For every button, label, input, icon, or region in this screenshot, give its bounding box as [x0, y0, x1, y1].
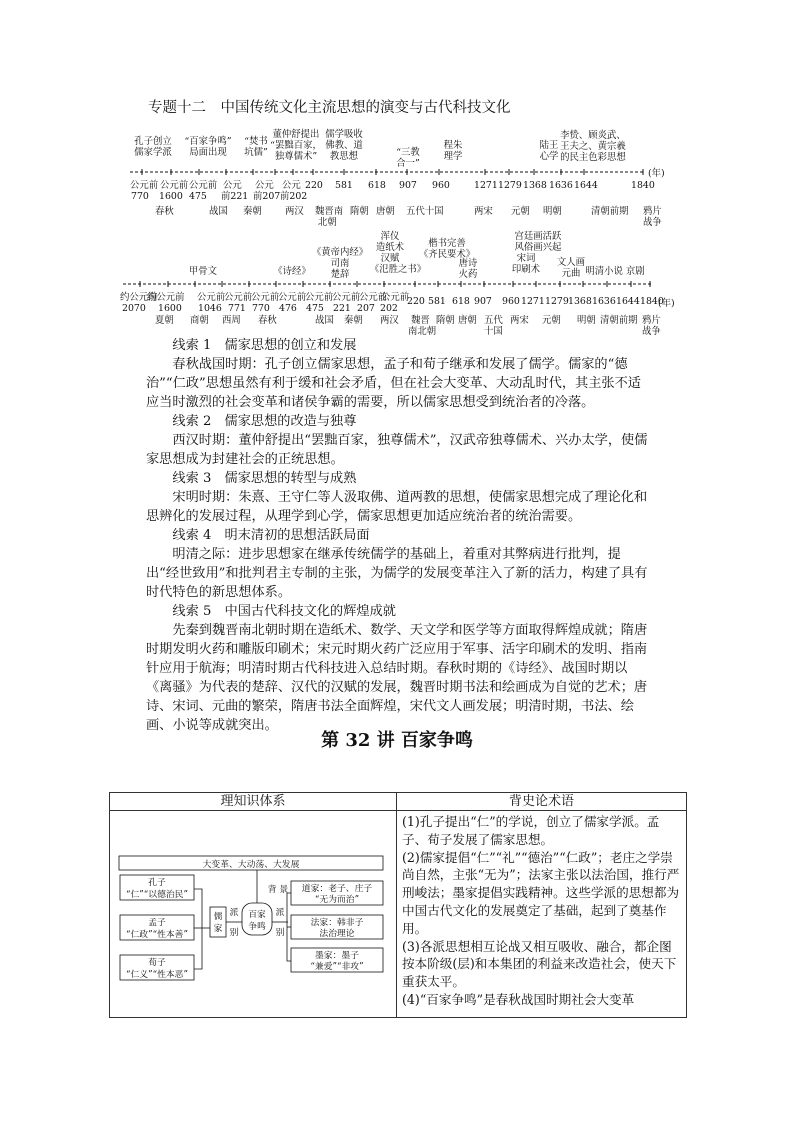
year-label: 907: [474, 296, 492, 307]
event-label: 局面出现: [189, 147, 227, 158]
diagram-mojia: 墨家：墨子: [315, 951, 359, 961]
year-label: 207: [357, 303, 375, 314]
year-label: 1279: [545, 296, 569, 307]
knowledge-table: [109, 792, 687, 1018]
dynasty-label: 两汉: [285, 206, 304, 217]
diagram-fajia: 法家：韩非子: [310, 918, 364, 928]
thread-heading: 线索 2 儒家思想的改造与独尊: [172, 414, 357, 429]
event-label: 汉赋: [380, 253, 400, 264]
event-label: 儒学吸收: [325, 129, 363, 140]
left-header: 理知识体系: [110, 793, 397, 811]
thread-heading: 线索 5 中国古代科技文化的辉煌成就: [172, 604, 396, 619]
diagram-background: 背 景: [267, 885, 289, 895]
dynasty-label: 两宋: [510, 315, 529, 326]
right-header: 背史论术语: [397, 793, 687, 811]
dynasty-label: 唐朝: [458, 315, 477, 326]
year-label: 960: [502, 296, 520, 307]
year-unit: (年): [658, 298, 675, 309]
event-label: “百家争鸣”: [184, 136, 232, 147]
dynasty-label: 隋朝: [350, 206, 369, 217]
event-label: 楚辞: [330, 269, 350, 280]
year-label: 公元: [255, 180, 274, 191]
diagram-xunzi: 荀子: [148, 958, 166, 968]
dynasty-label: 商朝: [190, 315, 209, 326]
diagram-xunzi: “仁义”“性本恶”: [126, 970, 188, 980]
year-label: 前221: [221, 191, 249, 202]
dynasty-label: 两汉: [380, 315, 399, 326]
year-label: 公元: [282, 180, 301, 191]
year-label: 581: [335, 180, 353, 191]
year-label: 公元前: [305, 292, 334, 303]
year-label: 公元前: [160, 180, 189, 191]
event-label: 造纸术: [375, 242, 405, 253]
terminology-point: (2)儒家提倡“仁”“礼”“德治”“仁政”；老庄之学崇尚自然，主张“无为”；法家主张以法治国，推行严刑峻法；墨家提倡实践精神。这些学派的思想都为中国古代文化的发展奠定了基础，起到了奠基作用。: [402, 849, 680, 936]
event-label: 元曲: [561, 268, 581, 279]
year-label: 1368: [568, 296, 592, 307]
year-label: 公元前: [224, 292, 253, 303]
year-label: 960: [432, 180, 450, 191]
year-label: 221: [333, 303, 351, 314]
dynasty-label: 两宋: [474, 206, 493, 217]
diagram-top: 大变革、大动荡、大发展: [202, 860, 300, 870]
event-label: 《黄帝内经》: [311, 247, 369, 258]
diagram-rujia: 家: [213, 924, 223, 934]
year-label: 475: [189, 191, 207, 202]
year-label: 618: [368, 180, 386, 191]
thread-list: [146, 336, 650, 735]
dynasty-label: 西周: [222, 315, 241, 326]
diagram-kongzi: “仁”“以德治民”: [126, 890, 188, 900]
knowledge-diagram-cell: [110, 811, 397, 1018]
year-label: 1279: [498, 180, 522, 191]
terminology-cell: [397, 811, 687, 1018]
diagram-rujia: 儒: [213, 912, 223, 922]
event-label: 甲骨文: [188, 266, 218, 277]
dynasty-label: 南北朝: [408, 326, 437, 337]
year-label: 公元前: [251, 292, 280, 303]
event-label: 孔子创立: [134, 136, 172, 147]
year-label: 1636: [549, 180, 573, 191]
diagram-mengzi: 孟子: [148, 918, 166, 928]
event-label: 印刷术: [511, 264, 541, 275]
year-label: 1271: [474, 180, 498, 191]
event-label: 《诗经》: [273, 266, 311, 277]
diagram-kongzi: 孔子: [148, 878, 166, 888]
year-label: 公元前: [332, 292, 361, 303]
event-label: 心学: [539, 151, 559, 162]
year-label: 约公元前: [147, 292, 185, 303]
dynasty-label: 明朝: [577, 315, 596, 326]
year-label: 1368: [523, 180, 547, 191]
event-label: 《齐民要术》: [418, 249, 476, 260]
dynasty-label: 春秋: [155, 206, 174, 217]
year-unit: (年): [648, 168, 665, 179]
thread-text: 先秦到魏晋南北朝时期在造纸术、数学、天文学和医学等方面取得辉煌成就；隋唐时期发明火药和雕版印刷术；宋元时期火药广泛应用于军事、活字印刷术的发明、指南针应用于航海；明清时期古代科技进入总结时期。春秋时期的《诗经》、战国时期以《离骚》为代表的楚辞、汉代的汉赋的发展，魏晋时期书法和绘画成为自觉的艺术；唐诗、宋词、元曲的繁荣，隋唐书法全面辉煌，宋代文人画发展；明清时期，书法、绘画、小说等成就突出。: [146, 623, 648, 733]
year-label: 前207: [253, 191, 281, 202]
thread-heading: 线索 1 儒家思想的创立和发展: [172, 338, 357, 353]
topic-title: 专题十二 中国传统文化主流思想的演变与古代科技文化: [148, 100, 511, 116]
year-label: 476: [279, 303, 297, 314]
thread-text: 西汉时期：董仲舒提出“罢黜百家，独尊儒术”，汉武帝独尊儒术、兴办太学，使儒家思想成为封建社会的正统思想。: [146, 433, 648, 467]
event-label: 明清小说 京剧: [585, 266, 645, 277]
year-label: 1271: [521, 296, 545, 307]
year-label: 1840: [631, 180, 655, 191]
dynasty-label: 明朝: [543, 206, 562, 217]
year-label: 前202: [280, 191, 308, 202]
year-label: 618: [452, 296, 470, 307]
thread-heading: 线索 3 儒家思想的转型与成熟: [172, 471, 357, 486]
event-label: 宋词: [516, 253, 536, 264]
dynasty-label: 元朝: [511, 206, 530, 217]
year-label: 770: [252, 303, 270, 314]
year-label: 581: [428, 296, 446, 307]
dynasty-label: 夏朝: [155, 315, 174, 326]
year-label: 1600: [159, 191, 183, 202]
dynasty-label: 隋朝: [436, 315, 455, 326]
dynasty-label: 鸦片: [643, 206, 662, 217]
dynasty-label: 清朝前期: [591, 206, 629, 217]
year-label: 1600: [158, 303, 182, 314]
diagram-daojia: “无为而治”: [314, 895, 360, 905]
event-label: 合一”: [396, 158, 420, 169]
dynasty-label: 秦朝: [344, 315, 363, 326]
event-label: “三教: [396, 147, 420, 158]
thread-heading: 线索 4 明末清初的思想活跃局面: [172, 528, 370, 543]
knowledge-diagram: [110, 811, 397, 1013]
event-label: 风俗画兴起: [514, 242, 562, 253]
diagram-daojia: 道家：老子、庄子: [301, 884, 373, 894]
year-label: 220: [407, 296, 425, 307]
diagram-branch-left: 别: [229, 928, 239, 938]
year-label: 公元前: [278, 292, 307, 303]
dynasty-label: 元朝: [542, 315, 561, 326]
terminology-point: (4)“百家争鸣”是春秋战国时期社会大变革: [402, 991, 635, 1007]
dynasty-label: 魏晋: [411, 315, 430, 326]
event-label: 董仲舒提出: [272, 129, 320, 140]
event-label: 唐诗: [458, 258, 478, 269]
lecture-title: 第 32 讲 百家争鸣: [321, 730, 473, 751]
year-label: 约公元前: [120, 292, 158, 303]
dynasty-label: 战国: [209, 206, 228, 217]
terminology-point: (1)孔子提出“仁”的学说，创立了儒家学派。孟子、荀子发展了儒家思想。: [402, 814, 660, 847]
dynasty-label: 唐朝: [376, 206, 395, 217]
year-label: 475: [306, 303, 324, 314]
event-label: 理学: [443, 151, 463, 162]
year-label: 1840: [640, 296, 664, 307]
event-label: 王夫之、黄宗羲: [560, 141, 626, 152]
thread-text: 宋明时期：朱熹、王守仁等人汲取佛、道两教的思想，使儒家思想完成了理论化和思辨化的发展过程，从理学到心学，儒家思想更加适应统治者的统治需要。: [146, 490, 648, 524]
event-label: 坑儒”: [244, 147, 268, 158]
event-label: 儒家学派: [134, 147, 172, 158]
year-label: 1636: [592, 296, 616, 307]
dynasty-label: 北朝: [318, 217, 337, 228]
dynasty-label: 鸦片: [642, 315, 661, 326]
diagram-branch-left: 派: [229, 908, 239, 918]
dynasty-label: 五代: [484, 315, 503, 326]
dynasty-label: 战国: [315, 315, 334, 326]
year-label: 公元: [223, 180, 242, 191]
event-label: 教思想: [329, 151, 359, 162]
thought-timeline: [125, 128, 695, 228]
year-label: 公元前: [197, 292, 226, 303]
event-label: 《氾胜之书》: [369, 264, 427, 275]
diagram-center: 争鸣: [248, 922, 266, 932]
event-label: 佛教、道: [325, 140, 363, 151]
event-label: 司南: [330, 258, 350, 269]
event-label: 李贽、顾炎武、: [560, 130, 626, 141]
year-label: 220: [305, 180, 323, 191]
dynasty-label: 战争: [642, 326, 661, 337]
diagram-mojia: “兼爱”“非攻”: [310, 962, 364, 972]
thread-text: 春秋战国时期：孔子创立儒家思想，孟子和荀子继承和发展了儒学。儒家的“德治”“仁政”思想虽然有利于缓和社会矛盾，但在社会大变革、大动乱时代，其主张不适应当时激烈的社会变革和诸侯争霸的需要，所以儒家思想受到统治者的冷落。: [146, 357, 641, 410]
year-label: 771: [228, 303, 246, 314]
terminology-point: (3)各派思想相互论战又相互吸收、融合，都企图按本阶级(层)和本集团的利益来改造社会，使天下重获太平。: [402, 938, 677, 990]
dynasty-label: 魏晋南: [315, 206, 344, 217]
event-label: 火药: [458, 269, 478, 280]
thread-text: 明清之际：进步思想家在继承传统儒学的基础上，着重对其弊病进行批判，提出“经世致用”和批判君主专制的主张，为儒学的发展变革注入了新的活力，构建了具有时代特色的新思想体系。: [146, 547, 648, 600]
year-label: 公元前: [130, 180, 159, 191]
year-label: 公元前: [189, 180, 218, 191]
event-label: 文人画: [556, 257, 586, 268]
diagram-branch-right: 派: [275, 908, 285, 918]
year-label: 907: [399, 180, 417, 191]
dynasty-label: 战争: [643, 217, 662, 228]
diagram-mengzi: “仁政”“性本善”: [126, 930, 188, 940]
event-label: “焚书: [244, 136, 268, 147]
event-label: 程朱: [443, 140, 463, 151]
diagram-branch-right: 别: [275, 928, 285, 938]
year-label: 1644: [574, 180, 598, 191]
dynasty-label: 春秋: [258, 315, 277, 326]
dynasty-label: 五代十国: [406, 206, 444, 217]
year-label: 1046: [198, 303, 222, 314]
event-label: 的民主色彩思想: [560, 152, 626, 163]
event-label: 独尊儒术”: [274, 151, 318, 162]
year-label: 公元前: [381, 292, 410, 303]
diagram-center: 百家: [248, 910, 266, 920]
year-label: 1644: [616, 296, 640, 307]
dynasty-label: 秦朝: [243, 206, 262, 217]
dynasty-label: 清朝前期: [600, 315, 638, 326]
event-label: 浑仪: [380, 231, 400, 242]
event-label: 宫廷画活跃: [514, 231, 562, 242]
year-label: 公元前: [359, 292, 388, 303]
year-label: 2070: [122, 303, 146, 314]
culture-timeline: [118, 228, 694, 340]
dynasty-label: 十国: [484, 326, 503, 337]
event-label: “罢黜百家，: [270, 140, 322, 151]
year-label: 202: [380, 303, 398, 314]
event-label: 陆王: [539, 140, 559, 151]
event-label: 楷书完善: [428, 238, 466, 249]
year-label: 770: [131, 191, 149, 202]
diagram-fajia: 法治理论: [319, 929, 355, 939]
